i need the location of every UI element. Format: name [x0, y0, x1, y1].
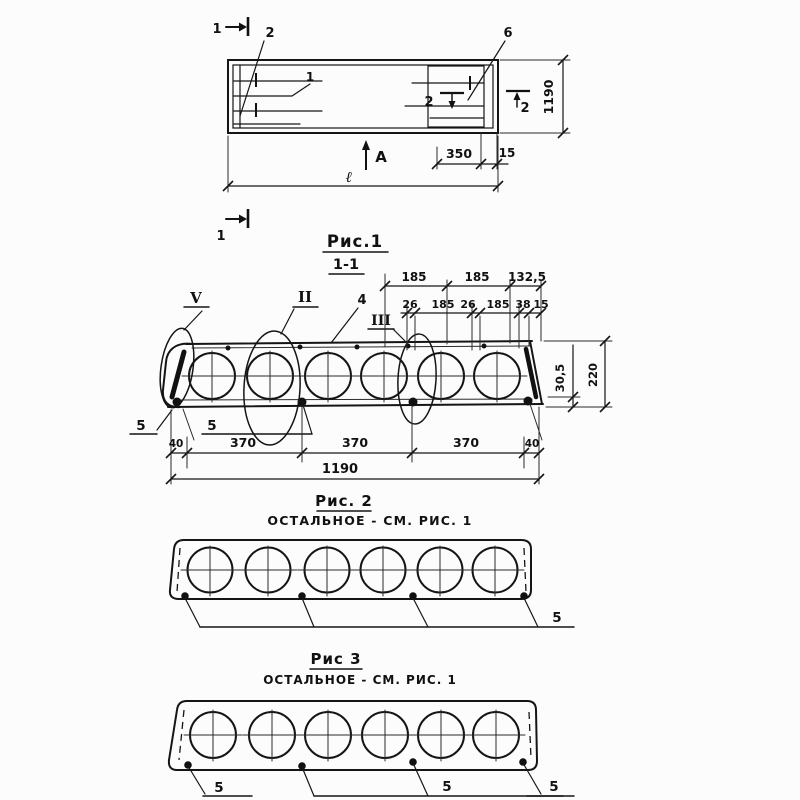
- anchor-5-label: 5: [207, 418, 217, 434]
- section-1-1: [130, 270, 612, 484]
- fig2: [170, 492, 574, 627]
- cut-arrow: [239, 215, 247, 224]
- plan-view: [212, 17, 570, 244]
- detail-label-v: V: [190, 289, 202, 307]
- dim-width-1190: [500, 55, 570, 138]
- dim-text: 132,5: [508, 270, 546, 284]
- anchor-dot: [409, 398, 418, 407]
- leader-line: [185, 598, 200, 627]
- ext-diag: [183, 409, 194, 440]
- anchor-dot: [173, 398, 182, 407]
- bottom-rebar-line: [178, 399, 532, 400]
- anchor-5-label: 5: [442, 779, 452, 795]
- callout-6: [468, 26, 513, 100]
- cut-arrow: [449, 101, 456, 109]
- ext-diag: [530, 404, 542, 440]
- leader-line: [303, 405, 312, 434]
- dims-right: [544, 336, 612, 412]
- section-mark-bottom-label: 1: [216, 229, 226, 244]
- rebar-dot: [226, 346, 231, 351]
- anchor-5-label: 5: [549, 779, 559, 795]
- fig2-title: Рис. 2: [315, 492, 373, 510]
- anchor-5-label: 5: [552, 610, 562, 626]
- dim-text: 185: [464, 270, 490, 284]
- fig1-title: Рис.1: [326, 232, 384, 251]
- dim-text: 26: [402, 298, 418, 311]
- dim-text: 185: [401, 270, 427, 284]
- fig3-note: ОСТАЛЬНОЕ - СМ. РИС. 1: [263, 673, 457, 687]
- void-circles: [184, 710, 525, 761]
- section-cut-marker-2-left: [424, 93, 464, 110]
- detail-oval-v: [156, 326, 199, 410]
- fig2-note: ОСТАЛЬНОЕ - СМ. РИС. 1: [267, 513, 473, 528]
- dim-text: 15: [533, 298, 549, 311]
- callout-2: [240, 26, 275, 116]
- cut-arrow: [514, 92, 521, 100]
- section-cut-marker-2-right: [506, 91, 530, 116]
- detail-label-iii: III: [371, 313, 391, 329]
- detail-labels: [184, 288, 405, 343]
- dim-text: 38: [515, 298, 531, 311]
- dim-text: 26: [460, 298, 476, 311]
- leader-line: [413, 598, 428, 627]
- dim-height-text: 220: [586, 362, 600, 388]
- view-arrow-label: А: [375, 148, 387, 166]
- rebar-dot: [298, 345, 303, 350]
- leader-line: [468, 41, 505, 100]
- rebar-dots: [173, 344, 533, 407]
- bottom-edge: [168, 404, 543, 407]
- anchor-dot: [519, 758, 527, 766]
- leader-line: [413, 763, 428, 796]
- callout-4-label: 4: [357, 293, 367, 308]
- rebar-leader: [234, 84, 310, 96]
- anchor-callouts: [184, 758, 574, 796]
- dim-text: 40: [524, 438, 540, 450]
- fig1-header: [323, 232, 388, 274]
- rebar-dot: [482, 344, 487, 349]
- section-cut-marker-1-top: [212, 17, 248, 37]
- anchor-dot: [409, 758, 417, 766]
- dim-text: 370: [452, 435, 480, 450]
- dim-350-15: [432, 133, 515, 169]
- fig1-section-title: 1-1: [332, 257, 360, 273]
- leader-line: [393, 329, 405, 341]
- dims-bottom: [166, 404, 544, 484]
- dim-text: 40: [168, 438, 184, 450]
- dim-length-symbol: ℓ: [345, 168, 353, 186]
- left-end-rib: [172, 352, 184, 397]
- callout-1-label: 1: [305, 70, 315, 84]
- void-circles: [182, 351, 527, 402]
- right-end-reinforcement: [405, 66, 484, 127]
- leader-line: [281, 309, 294, 334]
- anchor-dot: [184, 761, 192, 769]
- dim-total-text: 1190: [321, 462, 359, 477]
- callout-6-label: 6: [503, 26, 513, 41]
- dim-text: 370: [229, 435, 257, 450]
- anchor-5-label: 5: [214, 780, 224, 796]
- leader-line: [331, 308, 358, 343]
- rebar-dot: [355, 345, 360, 350]
- fig3: [169, 650, 574, 796]
- dim-350-text: 350: [445, 146, 473, 161]
- section-cut-marker-1-bottom: [216, 209, 248, 244]
- cut-2-label: 2: [520, 101, 530, 116]
- dim-text: 370: [341, 435, 369, 450]
- dim-text: 185: [486, 298, 510, 311]
- break-mark: [177, 548, 180, 592]
- leader-line: [184, 311, 202, 330]
- leader-line: [523, 763, 541, 794]
- cut-arrow: [239, 23, 247, 32]
- cut-2-label: 2: [424, 95, 434, 110]
- leader-line: [302, 598, 314, 627]
- anchor-5-label: 5: [136, 418, 146, 434]
- leader-line: [240, 41, 264, 116]
- top-rebar-line: [192, 346, 530, 348]
- break-mark: [529, 712, 531, 758]
- dim-flange-text: 30,5: [553, 363, 567, 393]
- view-arrow-head: [362, 140, 370, 150]
- leader-line: [157, 410, 172, 430]
- dim-text: 185: [431, 298, 455, 311]
- break-mark: [179, 710, 184, 760]
- anchor-callout: [181, 592, 574, 627]
- fig3-title: Рис 3: [310, 650, 362, 668]
- callout-2-label: 2: [265, 26, 275, 41]
- dim-width-text: 1190: [541, 79, 556, 115]
- leader-line: [302, 767, 314, 796]
- view-arrow-a: [362, 140, 387, 170]
- anchor-dot: [524, 397, 533, 406]
- right-end-rib: [526, 349, 536, 397]
- void-circles: [181, 546, 524, 596]
- anchor-dot: [298, 762, 306, 770]
- section-mark-top-label: 1: [212, 22, 222, 37]
- dim-15-text: 15: [498, 146, 516, 160]
- detail-label-ii: II: [297, 288, 313, 306]
- anchor-callouts: [130, 405, 312, 434]
- leader-line: [524, 598, 538, 627]
